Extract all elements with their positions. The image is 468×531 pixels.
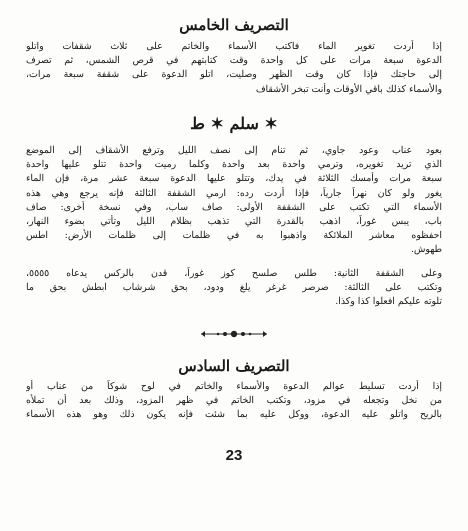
text-line: يغور ولو كان نهراً جارياً، فإذا أردت رده: ارمي الشقفة الثالثة فإنه يرجع وهي هذه: [26, 187, 442, 199]
paragraph-instructions: [26, 144, 442, 258]
text-line: وتكتب على الثالثة: صرصر غرغر يلغ ودود، بحق شرشاب ابطش بحق ما: [26, 282, 442, 294]
text-line: طهوش.: [410, 244, 442, 256]
section-title-sixth: التصريف السادس: [178, 357, 290, 375]
text-line: والأسماء كذلك باقي الأوقات وأنت تبخر الأشقاف: [255, 83, 442, 95]
text-line: سبعة مرات وأمسك الثلاثة في يدك، وتتلو عليها الدعوة سبعة عشر مرة، فإن الماء: [26, 173, 442, 185]
text-line: تلوته عليكم افعلوا كذا وكذا.: [335, 296, 442, 308]
text-line: بالريح واتلو عليه الدعوة، ووكل عليه بما شئت فإنه يكون ذلك وهو هذه الأسماء: [26, 409, 442, 421]
paragraph-shards: [26, 267, 442, 310]
text-line: الأسماء التي تكتب على الشقفة الأولى: صاف ساب، وفي نسخة أخرى: صاف: [26, 201, 442, 213]
text-line: الذي تريد تغويره، وترمي واحدة بعد واحدة وكلما رميت واحدة تتلو عليها واحدة: [26, 159, 442, 171]
text-line: وعلى الشقفة الثانية: طلس صلسح كوز غوراً، قدن بالركس يدعاه ٥٥٥٥،: [26, 268, 442, 279]
text-line: باب، يبس غوراً، اذهب بالقدرة التي تذهب بظلام الليل وتأتي بضوء النهار،: [26, 216, 442, 228]
text-line: احفظوه معاشر الملائكة واذهبوا به في ظلمات إلى ظلمات الأرض: اطس: [26, 230, 442, 242]
text-line: الدعوة سبعة مرات على كل واحدة وقت كتابتهم في قرص الشمس، ثم تصرف: [26, 55, 442, 67]
text-line: إذا أردت تغوير الماء فاكتب الأسماء والخاتم على ثلاث شقفات واتلو: [26, 41, 442, 52]
ornament-divider: [199, 327, 269, 341]
text-line: بعود عناب وعود جاوي، ثم تنام إلى نصف الليل وترفع الأشقاف إلى الموضع: [26, 145, 442, 156]
paragraph-sixth: [26, 380, 442, 423]
section-title-fifth: التصريف الخامس: [179, 16, 289, 34]
text-line: إلى حاجتك فإذا كان وقت الظهر وصليت، اتلو الدعوة على شقفة سبعة مرات،: [26, 69, 442, 81]
text-line: من نخل وتجعله في مزود، وتكتب الخاتم في ظهر المزود، وذلك بعد أن تملأه: [26, 395, 442, 407]
page-number: 23: [225, 447, 243, 464]
paragraph-intro: [26, 40, 442, 97]
text-line: إذا أردت تسليط عوالم الدعوة والأسماء والخاتم في لوح شوكاً من عناب أو: [26, 381, 442, 392]
magic-symbols: سلم ✶ ط ✶: [190, 114, 278, 133]
